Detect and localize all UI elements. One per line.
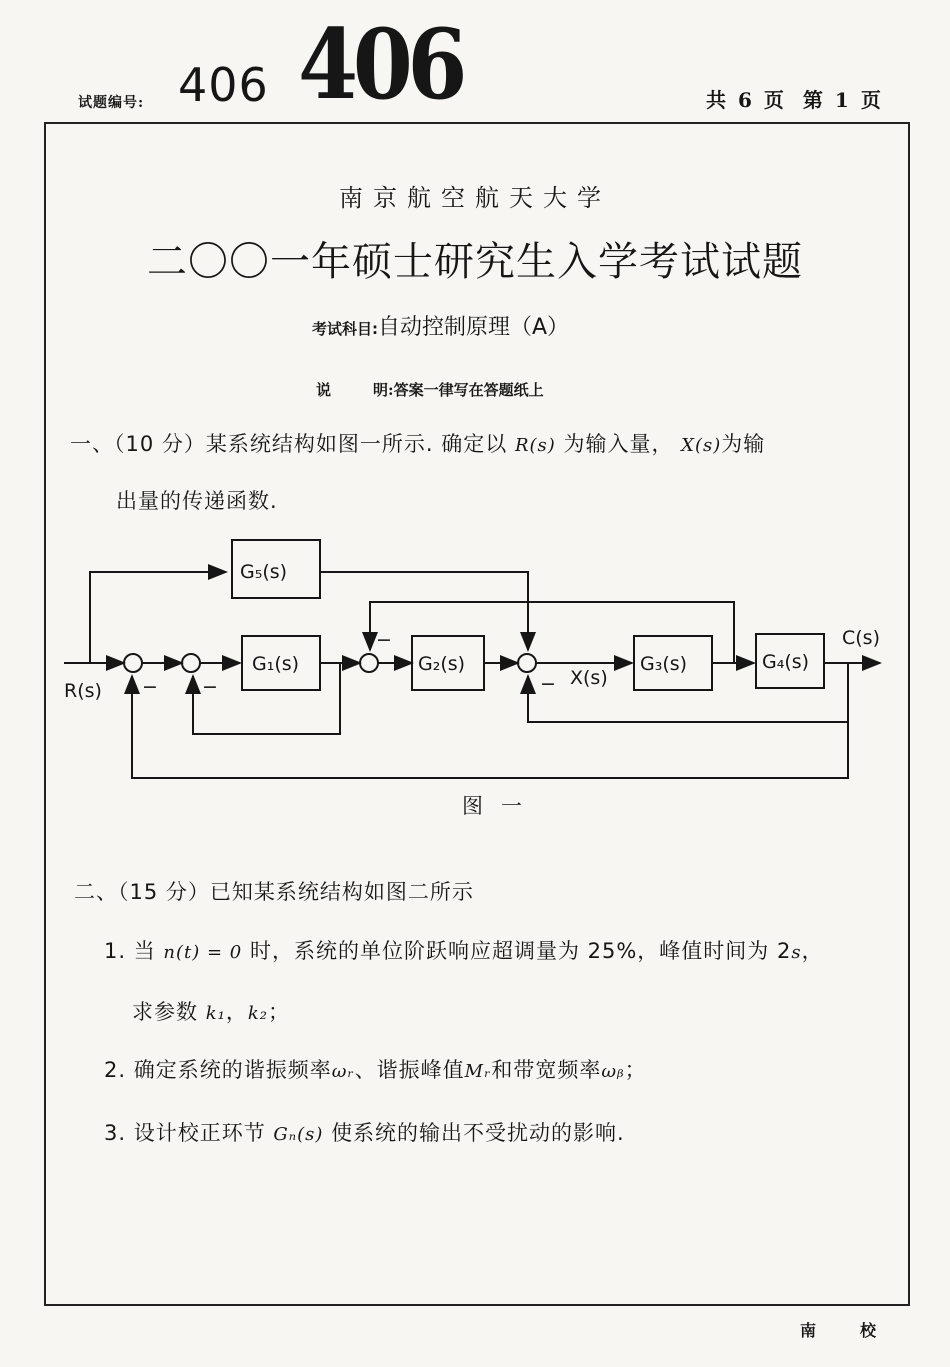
label-input: R(s)	[64, 680, 102, 702]
q2-item1b-a: 求参数	[132, 1000, 198, 1024]
total-pages-prefix: 共	[706, 88, 726, 112]
q2-item2-b: 、谐振峰值	[354, 1058, 465, 1082]
exam-code-label: 试题编号:	[78, 95, 145, 111]
label-g2: G₂(s)	[418, 653, 466, 675]
subject-value: 自动控制原理（A）	[378, 315, 570, 340]
note-label-2: 明:	[373, 381, 394, 399]
note-text: 答案一律写在答题纸上	[393, 381, 544, 399]
page-suffix: 页	[860, 88, 881, 112]
q2-item1b-end: ；	[267, 1000, 290, 1024]
q2-item1-a: 1. 当	[104, 939, 156, 963]
page-prefix: 第	[802, 88, 823, 112]
q1-text-line2: 出量的传递函数.	[116, 489, 278, 513]
q2-heading: 二、（15 分）已知某系统结构如图二所示	[74, 880, 474, 904]
q2-item-3	[104, 1117, 625, 1147]
q2-item-1-cont	[132, 996, 290, 1026]
q2-mr: Mᵣ	[464, 1061, 492, 1082]
q2-gn: Gₙ(s)	[273, 1124, 324, 1145]
page-number: 1	[834, 88, 849, 112]
minus-sign-3: −	[376, 629, 392, 651]
minus-sign-1: −	[142, 676, 158, 698]
exam-code-handwritten: 406	[298, 8, 463, 121]
q2-k2: k₂	[247, 1003, 268, 1024]
q2-item3-b: 使系统的输出不受扰动的影响.	[331, 1121, 625, 1145]
university-name: 南京航空航天大学	[339, 184, 611, 212]
footer-char-1: 南	[800, 1321, 817, 1340]
label-g1: G₁(s)	[252, 653, 300, 675]
q2-item1-unit: s	[791, 942, 802, 963]
q1-input-var: R(s)	[514, 435, 556, 456]
label-g5: G₅(s)	[240, 561, 288, 583]
q2-sep: ，	[225, 1000, 248, 1024]
q2-wb: ωᵦ	[601, 1061, 625, 1082]
note-label: 说	[316, 381, 332, 399]
q2-item-2	[104, 1054, 647, 1084]
label-output: C(s)	[842, 627, 880, 649]
total-pages-suffix: 页	[763, 88, 784, 112]
q2-item1-b: 时，系统的单位阶跃响应超调量为 25%，峰值时间为 2	[249, 939, 792, 963]
minus-sign-4: −	[540, 673, 556, 695]
label-xs: X(s)	[570, 667, 608, 689]
q1-output-var: X(s)	[681, 435, 722, 456]
q2-item2-a: 2. 确定系统的谐振频率	[104, 1058, 332, 1082]
q2-item-1	[104, 935, 824, 965]
figure-1-caption: 图一	[462, 794, 540, 818]
subject-label: 考试科目:	[312, 320, 378, 338]
footer-char-2: 校	[860, 1321, 877, 1340]
q2-k1: k₁	[205, 1003, 226, 1024]
exam-code: 406	[178, 58, 269, 112]
label-g3: G₃(s)	[640, 653, 688, 675]
q1-text-c: 为输	[721, 432, 766, 456]
total-pages: 6	[738, 88, 752, 112]
q2-wr: ωᵣ	[331, 1061, 355, 1082]
footer-school	[800, 1318, 876, 1341]
q2-item2-c: 和带宽频率	[491, 1058, 602, 1082]
q2-item2-d: ；	[624, 1058, 647, 1082]
q2-item1-var: n(t) = 0	[163, 942, 243, 963]
label-g4: G₄(s)	[762, 651, 810, 673]
minus-sign-2: −	[202, 676, 218, 698]
q2-item3-a: 3. 设计校正环节	[104, 1121, 266, 1145]
q1-text-a: 一、（10 分）某系统结构如图一所示. 确定以	[70, 432, 508, 456]
q1-text-b: 为输入量，	[563, 432, 674, 456]
q2-item1-c: ，	[801, 939, 824, 963]
exam-title: 二〇〇一年硕士研究生入学考试试题	[147, 239, 803, 285]
